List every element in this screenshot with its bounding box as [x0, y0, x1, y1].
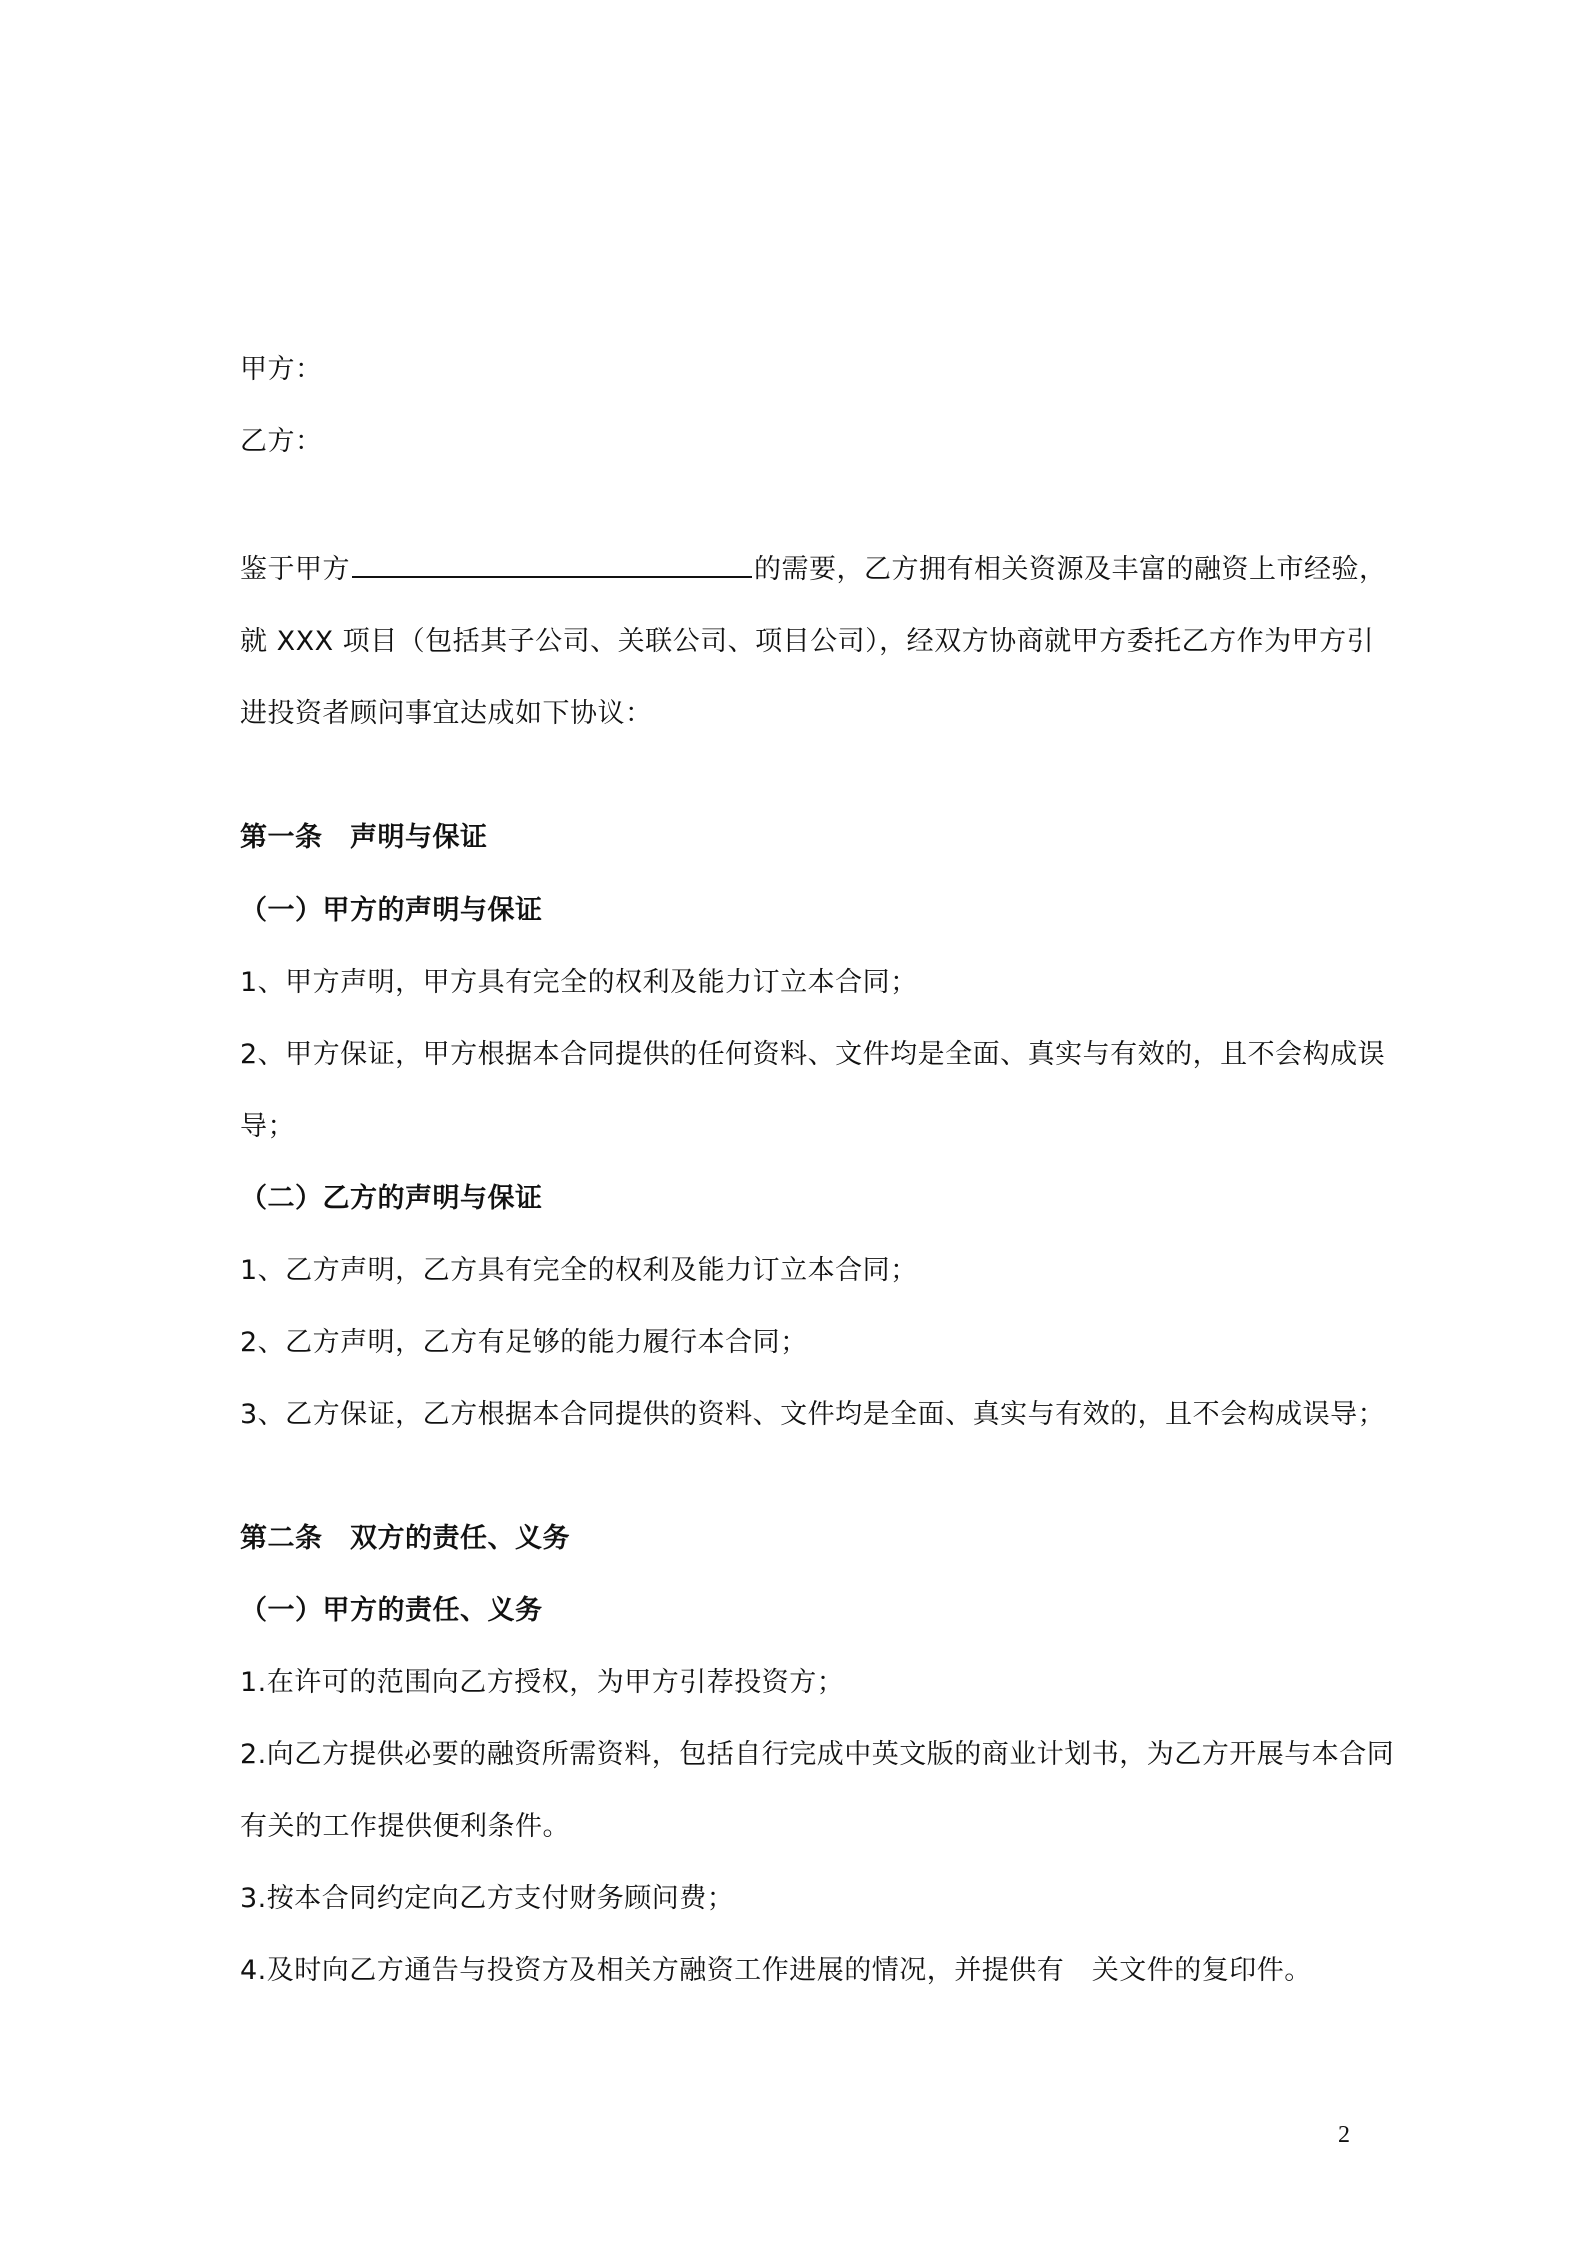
article-1-sub-2-item: 3、乙方保证，乙方根据本合同提供的资料、文件均是全面、真实与有效的，且不会构成误导；	[240, 1399, 1386, 1430]
article-1-sub-2-heading: （二）乙方的声明与保证	[240, 1183, 543, 1214]
article-1-sub-1-heading: （一）甲方的声明与保证	[240, 895, 543, 926]
article-2-sub-1-item: 有关的工作提供便利条件。	[240, 1811, 570, 1842]
article-1-heading: 第一条 声明与保证	[240, 822, 488, 853]
preamble-line-3: 进投资者顾问事宜达成如下协议：	[240, 698, 653, 729]
fill-in-blank	[352, 552, 752, 578]
article-2-sub-1-item: 3.按本合同约定向乙方支付财务顾问费；	[240, 1883, 735, 1914]
article-2-sub-1-item: 1.在许可的范围向乙方授权，为甲方引荐投资方；	[240, 1667, 845, 1698]
preamble-suffix: 的需要，乙方拥有相关资源及丰富的融资上市经验，	[754, 554, 1387, 585]
article-2-sub-1-item: 2.向乙方提供必要的融资所需资料，包括自行完成中英文版的商业计划书，为乙方开展与本合同	[240, 1739, 1395, 1770]
article-1-sub-2-item: 1、乙方声明，乙方具有完全的权利及能力订立本合同；	[240, 1255, 918, 1286]
article-1-sub-1-item: 2、甲方保证，甲方根据本合同提供的任何资料、文件均是全面、真实与有效的，且不会构成误	[240, 1039, 1386, 1070]
article-1-sub-2-item: 2、乙方声明，乙方有足够的能力履行本合同；	[240, 1327, 808, 1358]
party-a-label: 甲方：	[240, 354, 323, 385]
party-b-label: 乙方：	[240, 426, 323, 457]
preamble-line-2: 就 XXX 项目（包括其子公司、关联公司、项目公司），经双方协商就甲方委托乙方作为甲方引	[240, 626, 1375, 657]
article-2-sub-1-heading: （一）甲方的责任、义务	[240, 1595, 543, 1626]
article-2-heading: 第二条 双方的责任、义务	[240, 1523, 570, 1554]
article-1-sub-1-item: 1、甲方声明，甲方具有完全的权利及能力订立本合同；	[240, 967, 918, 998]
preamble-prefix: 鉴于甲方	[240, 554, 350, 585]
preamble-line-1	[240, 552, 1387, 588]
article-1-sub-1-item: 导；	[240, 1111, 295, 1142]
page-number: 2	[1338, 2122, 1350, 2148]
article-2-sub-1-item: 4.及时向乙方通告与投资方及相关方融资工作进展的情况，并提供有 关文件的复印件。	[240, 1955, 1312, 1986]
